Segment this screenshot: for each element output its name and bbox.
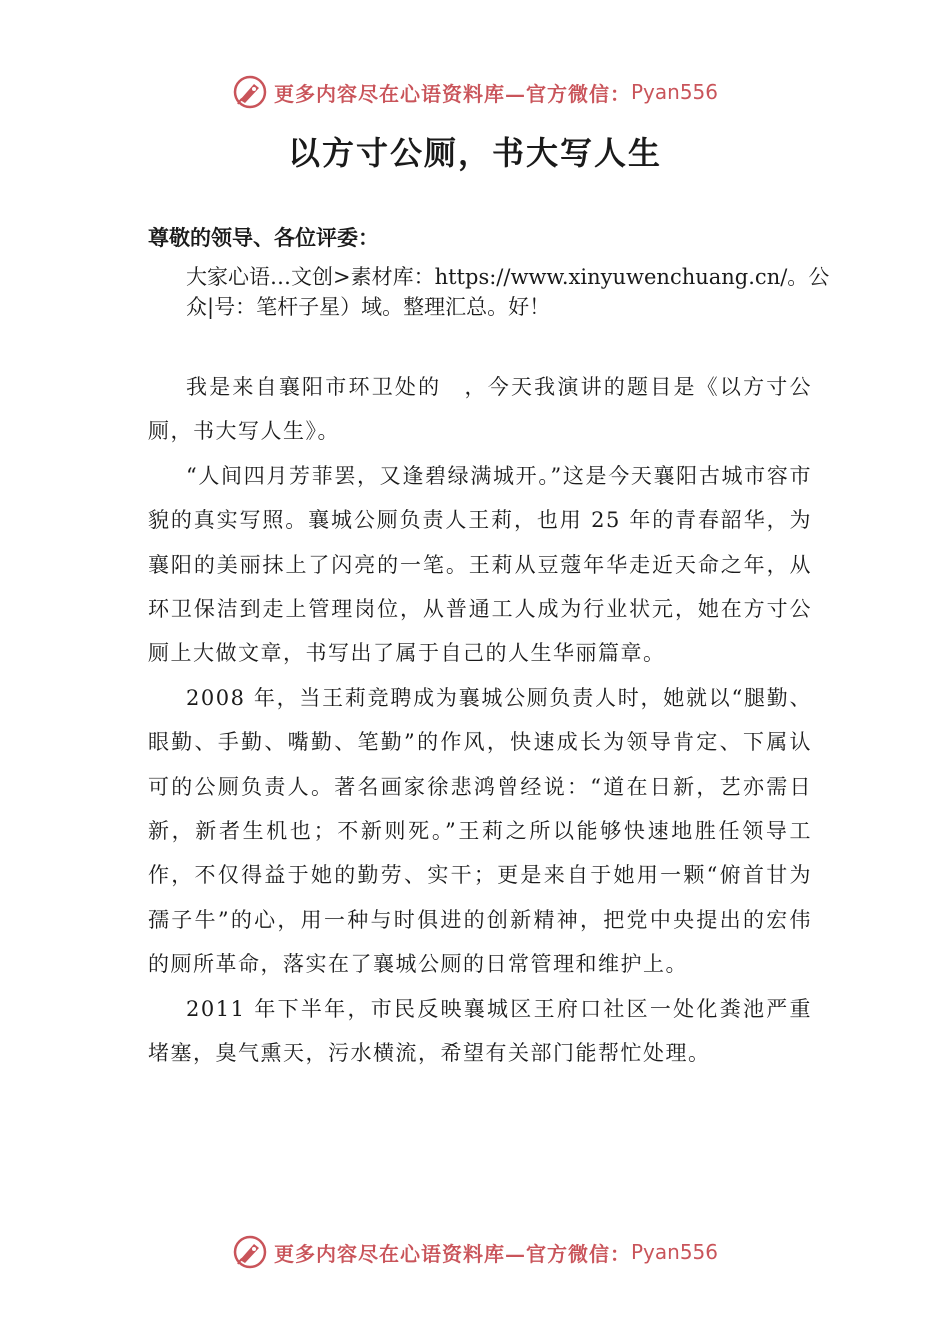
header-banner: [0, 72, 950, 112]
header-banner-wechat: Pyan556: [630, 80, 718, 104]
paragraph-intro: 我是来自襄阳市环卫处的 ，今天我演讲的题目是《以方寸公厕，书大写人生》。: [148, 375, 812, 444]
header-banner-text: 更多内容尽在心语资料库—官方微信：: [273, 81, 631, 106]
pen-nib-circle-icon: [232, 74, 268, 110]
salutation: 尊敬的领导、各位评委：: [148, 225, 379, 250]
pen-nib-circle-icon: [232, 1234, 268, 1270]
footer-banner-wechat: Pyan556: [630, 1240, 718, 1264]
footer-banner-text: 更多内容尽在心语资料库—官方微信：: [273, 1241, 631, 1266]
paragraph-wangli: “人间四月芳菲罢，又逢碧绿满城开。”这是今天襄阳古城市容市貌的真实写照。襄城公厕负责人王莉，也用 25 年的青春韶华，为襄阳的美丽抹上了闪亮的一笔。王莉从豆蔻年华走近天命之年，从环卫保洁到走上管理岗位，从普通工人成为行业状元，她在方寸公厕上大做文章，书写出了属于自己的人生华丽篇章。: [148, 463, 812, 666]
page-title: 以方寸公厕，书大写人生: [287, 134, 662, 172]
paragraph-2011: 2011 年下半年，市民反映襄城区王府口社区一处化粪池严重堵塞，臭气熏天，污水横流，希望有关部门能帮忙处理。: [148, 996, 812, 1066]
speech-body: [148, 365, 812, 1076]
footer-banner: [0, 1232, 950, 1272]
paragraph-2008: 2008 年，当王莉竞聘成为襄城公厕负责人时，她就以“腿勤、眼勤、手勤、嘴勤、笔勤”的作风，快速成长为领导肯定、下属认可的公厕负责人。著名画家徐悲鸿曾经说：“道在日新，艺亦需日新，新者生机也；不新则死。”王莉之所以能够快速地胜任领导工作，不仅得益于她的勤劳、实干；更是来自于她用一颗“俯首甘为孺子牛”的心，用一种与时俱进的创新精神，把党中央提出的宏伟的厕所革命，落实在了襄城公厕的日常管理和维护上。: [148, 685, 812, 977]
source-notice: 大家心语…文创>素材库：https://www.xinyuwenchuang.cn/。公众|号：笔杆子星）域。整理汇总。好！: [186, 265, 830, 319]
